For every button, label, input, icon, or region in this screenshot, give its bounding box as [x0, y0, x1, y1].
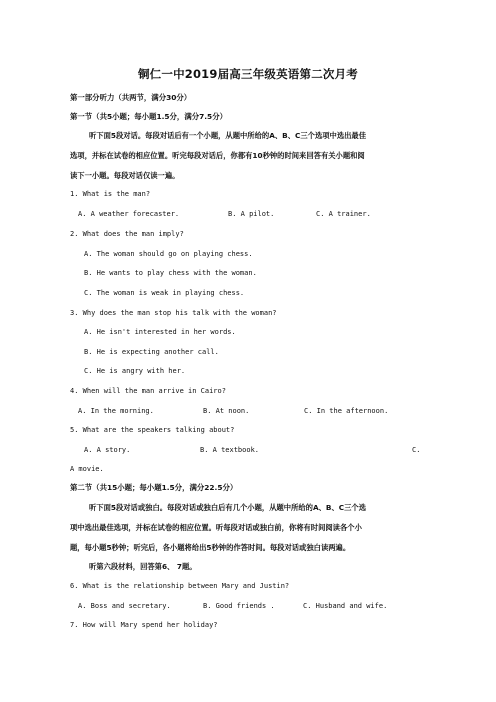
- section2-instruction-line: 题，每小题5秒钟；听完后，各小题将给出5秒钟的作答时间。每段对话或独白读两遍。: [70, 543, 351, 552]
- question-stem: 5. What are the speakers talking about?: [70, 426, 235, 434]
- question-stem: 1. What is the man?: [70, 190, 151, 198]
- question-stem: 2. What does the man imply?: [70, 230, 184, 238]
- section2-heading: 第二节（共15小题；每小题1.5分，满分22.5分）: [70, 483, 238, 492]
- option-a: A. Boss and secretary.: [78, 602, 171, 610]
- option-a: A. In the morning.: [78, 407, 154, 415]
- option-a: A. A story.: [84, 446, 131, 454]
- option-b: B. Good friends .: [203, 602, 275, 610]
- section2-subheading: 听第六段材料，回答第6、 7题。: [89, 562, 197, 571]
- question-stem: 3. Why does the man stop his talk with the woman?: [70, 309, 277, 317]
- option-c: C. The woman is weak in playing chess.: [84, 289, 245, 297]
- option-b: B. A textbook.: [200, 446, 260, 454]
- option-c-continued: A movie.: [70, 465, 104, 473]
- option-c: C. He is angry with her.: [84, 367, 186, 375]
- section2-instruction-line: 听下面5段对话或独白。每段对话或独白后有几个小题，从题中所给的A、B、C三个选: [89, 503, 367, 512]
- option-a: A. The woman should go on playing chess.: [84, 250, 253, 258]
- section1-instruction-line: 选项，并标在试卷的相应位置。听完每段对话后，你都有10秒钟的时间来回答有关小题和阅: [70, 151, 365, 160]
- question-stem: 7. How will Mary spend her holiday?: [70, 621, 218, 629]
- section1-instruction-line: 读下一小题。每段对话仅读一遍。: [70, 171, 180, 180]
- question-stem: 6. What is the relationship between Mary and Justin?: [70, 582, 290, 590]
- option-c: C. In the afternoon.: [304, 407, 389, 415]
- option-a: A. He isn't interested in her words.: [84, 328, 236, 336]
- section1-heading: 第一节（共5小题；每小题1.5分，满分7.5分）: [70, 112, 227, 121]
- section1-instruction-line: 听下面5段对话。每段对话后有一个小题，从题中所给的A、B、C三个选项中选出最佳: [89, 131, 367, 140]
- option-b: B. He wants to play chess with the woman.: [84, 269, 257, 277]
- option-b: B. At noon.: [203, 407, 250, 415]
- question-stem: 4. When will the man arrive in Cairo?: [70, 387, 226, 395]
- part1-heading: 第一部分听力（共两节，满分30分）: [70, 93, 192, 102]
- option-b: B. A pilot.: [228, 210, 275, 218]
- option-b: B. He is expecting another call.: [84, 348, 219, 356]
- section2-instruction-line: 项中选出最佳选项，并标在试卷的相应位置。听每段对话或独白前，你将有时间阅读各个小: [70, 523, 362, 532]
- option-c: C. A trainer.: [316, 210, 371, 218]
- option-c: C. Husband and wife.: [303, 602, 388, 610]
- option-c: C.: [412, 446, 421, 454]
- page-title: 铜仁一中2019届高三年级英语第二次月考: [137, 67, 358, 81]
- option-a: A. A weather forecaster.: [78, 210, 180, 218]
